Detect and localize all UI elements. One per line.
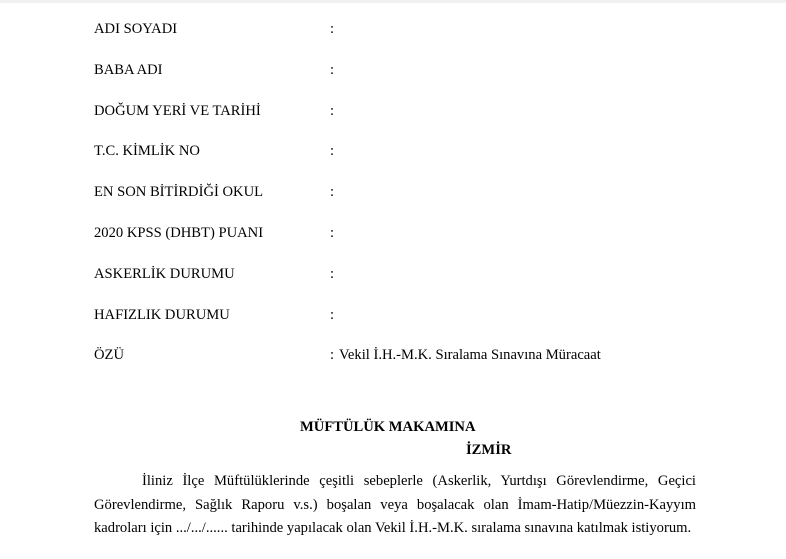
field-separator: : bbox=[330, 265, 335, 282]
field-separator: : bbox=[330, 102, 335, 119]
addressee-office: MÜFTÜLÜK MAKAMINA bbox=[300, 419, 476, 435]
field-row-birth-place-date bbox=[94, 101, 734, 142]
field-label-birth-place-date: DOĞUM YERİ VE TARİHİ bbox=[94, 102, 261, 119]
field-value-subject: Vekil İ.H.-M.K. Sıralama Sınavına Müracaat bbox=[339, 347, 601, 364]
addressee-city: İZMİR bbox=[466, 442, 512, 458]
field-row-subject bbox=[94, 345, 734, 386]
field-separator: : bbox=[330, 184, 335, 201]
letter-body-paragraph: İliniz İlçe Müftülüklerinde çeşitli sebeplerle (Askerlik, Yurtdışı Görevlendirme, Geçici Görevlendirme, Sağlık Raporu v.s.) boşalan veya boşalacak olan İmam-Hatip/Müezzin-Kayyım kadroları için .../.../...... tarihinde yapılacak olan Vekil İ.H.-M.K. sıralama sınavına katılmak istiyorum. bbox=[94, 473, 696, 536]
field-row-kpss-score bbox=[94, 223, 734, 264]
field-row-military-status bbox=[94, 264, 734, 305]
field-label-id-number: T.C. KİMLİK NO bbox=[94, 143, 200, 160]
field-label-father-name: BABA ADI bbox=[94, 61, 163, 78]
field-separator: : bbox=[330, 143, 335, 160]
field-separator: : bbox=[330, 61, 335, 78]
field-row-id-number bbox=[94, 141, 734, 182]
field-label-name: ADI SOYADI bbox=[94, 21, 178, 37]
field-label-military-status: ASKERLİK DURUMU bbox=[94, 265, 235, 282]
field-row-father-name bbox=[94, 60, 734, 101]
field-row-name bbox=[94, 19, 734, 60]
field-label-last-school: EN SON BİTİRDİĞİ OKUL bbox=[94, 184, 264, 201]
applicant-info-form bbox=[94, 19, 734, 386]
field-label-kpss-score: 2020 KPSS (DHBT) PUANI bbox=[94, 224, 264, 241]
field-row-hafiz-status bbox=[94, 305, 734, 346]
field-label-subject: ÖZÜ bbox=[94, 347, 124, 364]
field-separator: : bbox=[330, 21, 335, 37]
field-separator: : bbox=[330, 347, 335, 364]
field-label-hafiz-status: HAFIZLIK DURUMU bbox=[94, 306, 230, 323]
field-separator: : bbox=[330, 224, 335, 241]
field-separator: : bbox=[330, 306, 335, 323]
page-top-edge bbox=[0, 0, 786, 3]
field-row-last-school bbox=[94, 182, 734, 223]
